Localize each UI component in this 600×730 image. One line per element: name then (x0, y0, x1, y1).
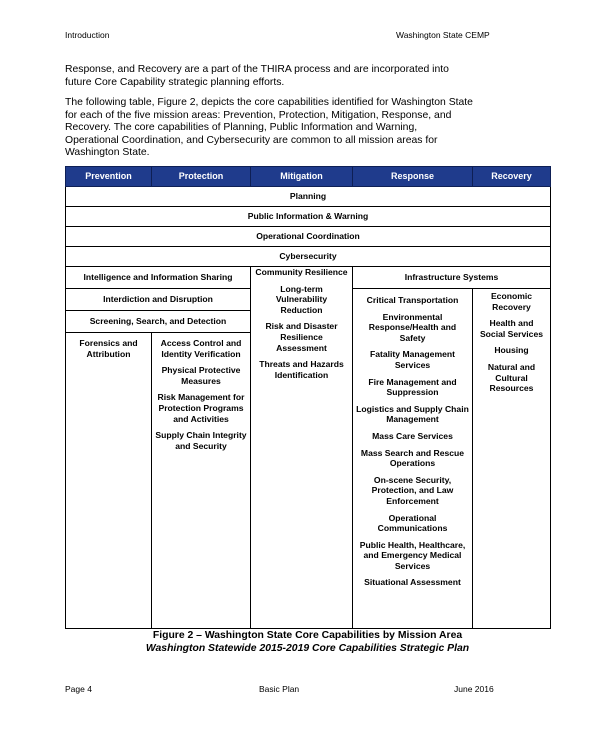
table-row (66, 187, 551, 207)
paragraph-line: Operational Coordination, and Cybersecurity are common to all mission areas for (65, 134, 438, 146)
shared-capability-screening: Screening, Search, and Detection (66, 311, 251, 333)
list-item: Health and Social Services (479, 318, 544, 339)
list-item: Fatality Management Services (369, 349, 455, 370)
common-capability-public-information: Public Information & Warning (66, 207, 551, 227)
table-row (66, 247, 551, 267)
common-capability-cybersecurity: Cybersecurity (66, 247, 551, 267)
recovery-column (473, 289, 551, 629)
table-row (66, 207, 551, 227)
shared-capability-intelligence: Intelligence and Information Sharing (66, 267, 251, 289)
list-item: On-scene Security, Protection, and Law Enforcement (371, 474, 454, 506)
list-item: Natural and Cultural Resources (487, 361, 536, 394)
list-item: Environmental Response/Health and Safety (368, 311, 457, 343)
common-capability-planning: Planning (66, 187, 551, 207)
list-item: Fire Management and Suppression (368, 376, 457, 398)
list-item: Risk and Disaster Resilience Assessment (265, 321, 338, 353)
core-capabilities-table (65, 166, 551, 629)
figure-caption: Figure 2 – Washington State Core Capabilities by Mission Area (152, 630, 463, 641)
list-item: Threats and Hazards Identification (259, 359, 344, 380)
paragraph-line: future Core Capability strategic planning efforts. (65, 76, 285, 88)
protection-column (152, 333, 251, 629)
list-item: Operational Communications (377, 512, 448, 534)
footer-date: June 2016 (454, 684, 494, 694)
list-item: Logistics and Supply Chain Management (356, 403, 469, 425)
common-capability-operational-coordination: Operational Coordination (66, 227, 551, 247)
running-header-title: Washington State CEMP (396, 30, 490, 40)
list-item: Forensics and Attribution (79, 338, 138, 359)
column-header-response: Response (353, 167, 473, 187)
list-item: Economic Recovery (490, 291, 533, 312)
paragraph-line: The following table, Figure 2, depicts the core capabilities identified for Washington State (65, 97, 473, 108)
list-item: Mass Search and Rescue Operations (360, 447, 465, 469)
list-item: Risk Management for Protection Programs and Activities (157, 392, 245, 424)
list-item: Public Health, Healthcare, and Emergency Medical Services (359, 539, 466, 571)
list-item: Long-term Vulnerability Reduction (275, 283, 328, 315)
footer-document-name: Basic Plan (259, 684, 300, 694)
list-item: Housing (494, 345, 529, 356)
paragraph-intro (65, 64, 540, 89)
list-item: Physical Protective Measures (161, 365, 241, 386)
table-row (66, 227, 551, 247)
response-column (353, 289, 473, 629)
list-item: Situational Assessment (364, 577, 461, 588)
page-number: Page 4 (65, 684, 92, 694)
paragraph-line: Washington State. (65, 147, 150, 158)
column-header-protection: Protection (152, 167, 251, 187)
shared-capability-interdiction: Interdiction and Disruption (66, 289, 251, 311)
list-item: Critical Transportation (366, 295, 459, 305)
list-item: Supply Chain Integrity and Security (155, 430, 247, 451)
infrastructure-systems-cell: Infrastructure Systems (353, 267, 551, 289)
list-item: Community Resilience (255, 267, 348, 277)
paragraph-line: Response, and Recovery are a part of the THIRA process and are incorporated into (65, 64, 449, 75)
prevention-column (66, 333, 152, 629)
paragraph-table-description (65, 97, 540, 160)
running-header-section: Introduction (65, 30, 110, 40)
paragraph-line: for each of the five mission areas: Prevention, Protection, Mitigation, Response, and (65, 109, 452, 121)
list-item: Access Control and Identity Verification (160, 338, 242, 359)
paragraph-line: Recovery. The core capabilities of Planning, Public Information and Warning, (65, 122, 418, 133)
column-header-recovery: Recovery (473, 167, 551, 187)
table-header-row (66, 167, 551, 187)
mitigation-column (251, 267, 353, 629)
column-header-mitigation: Mitigation (251, 167, 353, 187)
list-item: Mass Care Services (372, 430, 453, 441)
column-header-prevention: Prevention (66, 167, 152, 187)
table-row (66, 267, 551, 289)
figure-source: Washington Statewide 2015-2019 Core Capabilities Strategic Plan (145, 643, 470, 654)
